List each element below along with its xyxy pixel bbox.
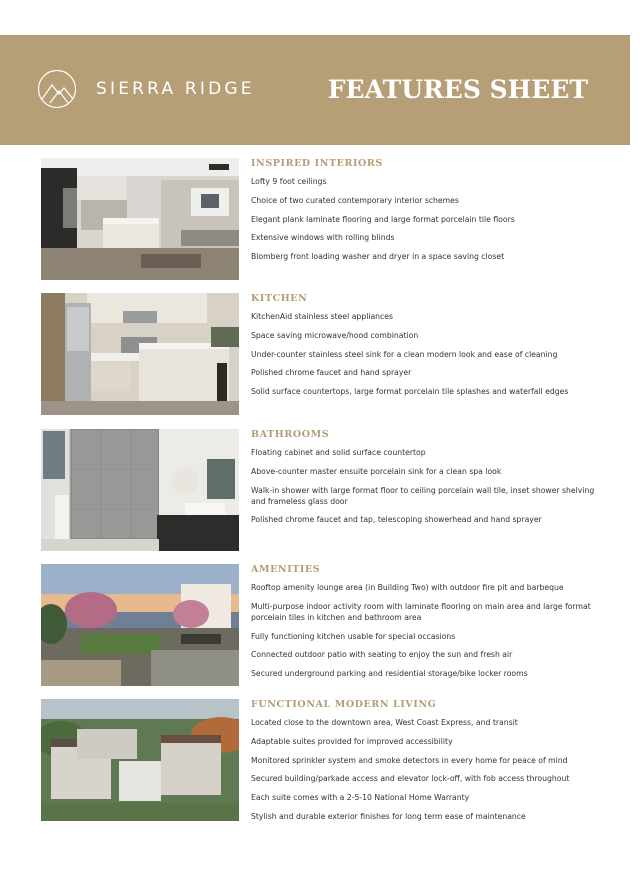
feature-item: Stylish and durable exterior finishes for long term ease of maintenance [251,811,526,821]
feature-item: Lofty 9 foot ceilings [251,177,327,186]
section-text [251,429,601,533]
mountain-logo-icon [37,69,77,109]
section-kitchen [41,293,601,415]
feature-item: Secured building/parkade access and elevator lock-off, with fob access throughout [251,774,570,784]
feature-item: Rooftop amenity lounge area (in Building Two) with outdoor fire pit and barbeque [251,583,564,592]
section-heading: FUNCTIONAL MODERN LIVING [251,699,437,710]
feature-item: Choice of two curated contemporary interior schemes [251,195,459,205]
feature-item: Solid surface countertops, large format porcelain tile splashes and waterfall edges [251,387,569,397]
feature-item: Polished chrome faucet and hand sprayer [251,368,412,378]
section-functional-modern-living [41,699,601,821]
header-banner [0,35,630,145]
section-heading: KITCHEN [251,293,308,304]
feature-item: Located close to the downtown area, West Coast Express, and transit [251,718,518,727]
feature-item: Space saving microwave/hood combination [251,330,419,340]
section-amenities [41,564,601,686]
feature-item: Extensive windows with rolling blinds [251,233,395,243]
feature-item: Adaptable suites provided for improved accessibility [251,736,453,746]
feature-item: Polished chrome faucet and tap, telescoping showerhead and hand sprayer [251,515,542,525]
feature-item: Under-counter stainless steel sink for a clean modern look and ease of cleaning [251,349,558,359]
bathroom-photo [41,429,239,551]
section-heading: AMENITIES [251,564,321,575]
section-heading: BATHROOMS [251,429,330,440]
feature-item: Fully functioning kitchen usable for special occasions [251,631,456,641]
feature-item: Blomberg front loading washer and dryer in a space saving closet [251,252,505,262]
feature-item: Monitored sprinkler system and smoke detectors in every home for peace of mind [251,755,568,765]
feature-item: Above-counter master ensuite porcelain sink for a clean spa look [251,466,502,476]
feature-item: Each suite comes with a 2-5-10 National Home Warranty [251,793,470,803]
brand-name: SIERRA RIDGE [96,79,255,99]
feature-item: Walk-in shower with large format floor to ceiling porcelain wall tile, inset shower shelving and frameless glass door [251,485,595,506]
living-room-photo [41,158,239,280]
feature-item: Connected outdoor patio with seating to enjoy the sun and fresh air [251,650,513,660]
section-text [251,564,601,687]
feature-item: Secured underground parking and residential storage/bike locker rooms [251,669,528,679]
section-text [251,699,601,830]
section-bathrooms [41,429,601,551]
section-inspired-interiors [41,158,601,280]
feature-item: Elegant plank laminate flooring and large format porcelain tile floors [251,214,515,224]
feature-item: KitchenAid stainless steel appliances [251,312,394,321]
kitchen-photo [41,293,239,415]
feature-item: Floating cabinet and solid surface countertop [251,448,426,457]
feature-item: Multi-purpose indoor activity room with laminate flooring on main area and large format porcelain tiles in kitchen and bathroom area [251,601,591,622]
section-heading: INSPIRED INTERIORS [251,158,383,169]
section-text [251,158,601,270]
rooftop-amenity-photo [41,564,239,686]
page-title: FEATURES SHEET [327,75,588,104]
section-text [251,293,601,405]
aerial-building-photo [41,699,239,821]
